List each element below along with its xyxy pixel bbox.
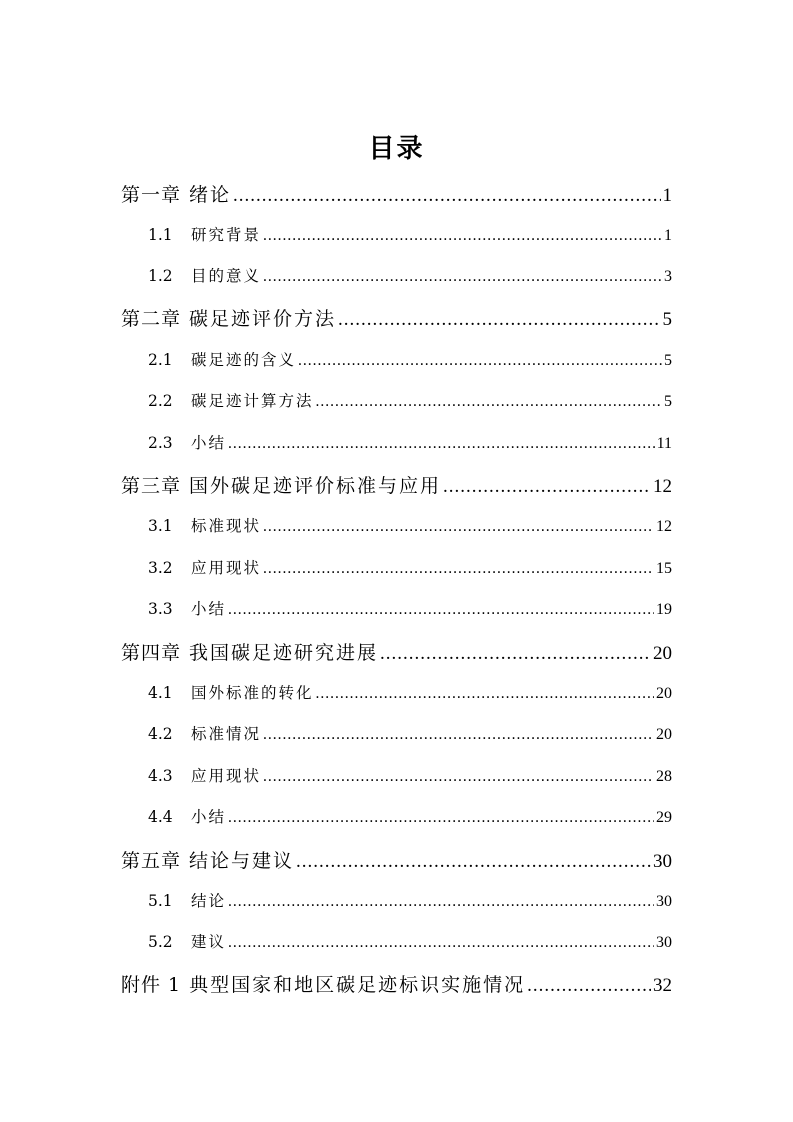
toc-entry-number: 第五章 [121,850,182,872]
toc-entry-section-2-3[interactable] [148,431,672,453]
toc-entry-page: 29 [656,809,672,826]
toc-entry-section-1-1[interactable] [148,223,672,245]
dot-leader [228,435,655,453]
toc-entry-label: 结论 [191,892,227,910]
toc-entry-page: 5 [664,352,672,369]
toc-entry-number: 5.1 [148,892,173,910]
toc-entry-label: 小结 [191,600,227,618]
toc-entry-page: 19 [656,601,672,618]
dot-leader [316,393,662,411]
dot-leader [263,726,654,744]
toc-entry-section-3-3[interactable] [148,597,672,619]
dot-leader [263,768,654,786]
toc-entry-number: 2.1 [148,351,173,369]
toc-entry-page: 20 [656,726,672,743]
toc-entry-page: 15 [656,560,672,577]
toc-entry-label: 国外标准的转化 [191,684,314,702]
toc-entry-section-4-3[interactable] [148,764,672,786]
toc-entry-number: 第一章 [121,184,182,206]
toc-entry-label: 碳足迹评价方法 [189,308,337,330]
toc-entry-number: 2.3 [148,434,173,452]
toc-entry-page: 5 [664,393,672,410]
toc-entry-label: 建议 [191,933,227,951]
toc-entry-section-4-1[interactable] [148,681,672,703]
toc-entry-section-3-2[interactable] [148,556,672,578]
toc-entry-number: 5.2 [148,933,173,951]
toc-entry-page: 11 [656,435,672,452]
toc-entry-number: 1.1 [148,226,173,244]
toc-entry-section-4-2[interactable] [148,722,672,744]
toc-entry-number: 3.3 [148,600,173,618]
toc-entry-section-2-2[interactable] [148,389,672,411]
toc-entry-number: 第三章 [121,475,182,497]
toc-entry-label: 标准情况 [191,725,262,743]
toc-entry-label: 应用现状 [191,767,262,785]
dot-leader [296,851,651,873]
toc-entry-label: 碳足迹的含义 [191,351,297,369]
toc-entry-page: 30 [656,893,672,910]
toc-entry-page: 30 [653,851,672,872]
toc-entry-number: 4.1 [148,684,173,702]
toc-entry-label: 研究背景 [191,226,262,244]
dot-leader [228,893,654,911]
toc-entry-label: 目的意义 [191,267,262,285]
toc-entry-appendix-1[interactable] [121,970,672,997]
dot-leader [228,809,654,827]
dot-leader [233,185,660,207]
toc-entry-number: 3.1 [148,517,173,535]
toc-entry-label: 典型国家和地区碳足迹标识实施情况 [189,974,526,996]
dot-leader [263,227,662,245]
toc-entry-label: 我国碳足迹研究进展 [189,642,379,664]
toc-entry-page: 30 [656,934,672,951]
dot-leader [338,309,660,331]
toc-entry-section-5-1[interactable] [148,889,672,911]
toc-entry-number: 3.2 [148,559,173,577]
toc-entry-number: 附件 1 [121,974,182,996]
toc-entry-label: 结论与建议 [189,850,295,872]
toc-entry-section-4-4[interactable] [148,805,672,827]
toc-entry-label: 绪论 [189,184,232,206]
toc-entry-label: 小结 [191,434,227,452]
toc-entry-page: 1 [664,227,672,244]
toc-entry-page: 20 [656,685,672,702]
dot-leader [263,268,662,286]
toc-entry-number: 1.2 [148,267,173,285]
toc-entry-chapter-3[interactable] [121,471,672,498]
toc-entry-page: 28 [656,768,672,785]
toc-entry-page: 3 [664,268,672,285]
dot-leader [443,476,651,498]
dot-leader [527,975,651,997]
toc-entry-label: 应用现状 [191,559,262,577]
toc-entry-number: 2.2 [148,392,173,410]
dot-leader [298,352,662,370]
toc-entry-number: 第二章 [121,308,182,330]
dot-leader [380,643,651,665]
toc-entry-section-3-1[interactable] [148,514,672,536]
toc-entry-number: 4.2 [148,725,173,743]
toc-entry-number: 第四章 [121,642,182,664]
toc-entry-number: 4.4 [148,808,173,826]
toc-entry-page: 20 [653,643,672,664]
dot-leader [263,560,654,578]
toc-entry-section-2-1[interactable] [148,348,672,370]
dot-leader [316,685,654,703]
dot-leader [263,518,654,536]
toc-entry-page: 12 [653,476,672,497]
toc-entry-chapter-5[interactable] [121,846,672,873]
toc-entry-chapter-2[interactable] [121,304,672,331]
toc-entry-chapter-4[interactable] [121,638,672,665]
toc-entry-page: 1 [662,185,672,206]
toc-entry-chapter-1[interactable] [121,180,672,207]
toc-entry-page: 5 [662,309,672,330]
toc-entry-page: 32 [653,975,672,996]
toc-entry-label: 小结 [191,808,227,826]
dot-leader [228,601,654,619]
dot-leader [228,934,654,952]
toc-entry-section-5-2[interactable] [148,930,672,952]
toc-title: 目录 [368,134,425,164]
toc-entry-page: 12 [656,518,672,535]
toc-entry-number: 4.3 [148,767,173,785]
toc-entry-section-1-2[interactable] [148,264,672,286]
toc-entry-label: 国外碳足迹评价标准与应用 [189,475,442,497]
toc-entry-label: 碳足迹计算方法 [191,392,314,410]
toc-entry-label: 标准现状 [191,517,262,535]
